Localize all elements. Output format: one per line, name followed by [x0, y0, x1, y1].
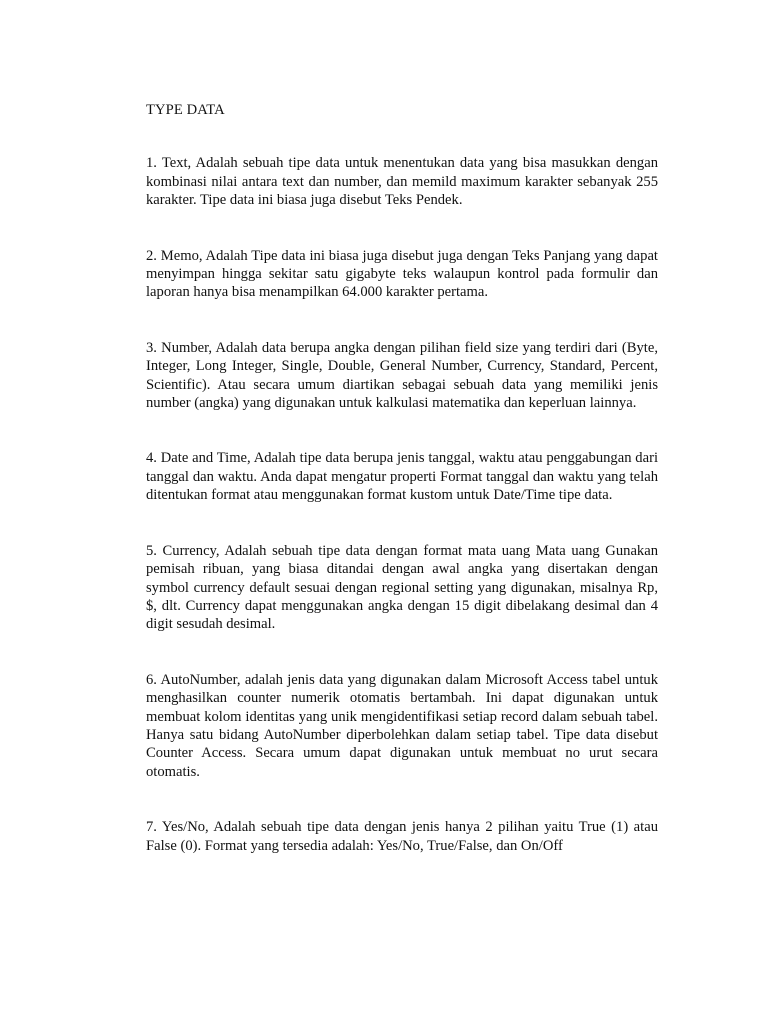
paragraph-yes-no: 7. Yes/No, Adalah sebuah tipe data dengan jenis hanya 2 pilihan yaitu True (1) atau False (0). Format yang tersedia adalah: Yes/No, True/False, dan On/Off — [146, 819, 658, 854]
paragraph-date-time: 4. Date and Time, Adalah tipe data berupa jenis tanggal, waktu atau penggabungan dari tanggal dan waktu. Anda dapat mengatur properti Format tanggal dan waktu yang telah ditentukan format atau menggunakan format kustom untuk Date/Time tipe data. — [146, 450, 658, 504]
document-title: TYPE DATA — [146, 102, 225, 118]
paragraph-currency: 5. Currency, Adalah sebuah tipe data dengan format mata uang Mata uang Gunakan pemisah ribuan, yang biasa ditandai dengan awal angka yang disertakan dengan symbol currency default sesuai dengan regional setting yang digunakan, misalnya Rp, $, dlt. Currency dapat menggunakan angka dengan 15 digit dibelakang desimal dan 4 digit sesudah desimal. — [146, 542, 658, 633]
paragraph-autonumber: 6. AutoNumber, adalah jenis data yang digunakan dalam Microsoft Access tabel untuk menghasilkan counter numerik otomatis bertambah. Ini dapat digunakan untuk membuat kolom identitas yang unik mengidentifikasi setiap record dalam sebuah tabel. Hanya satu bidang AutoNumber diperbolehkan dalam setiap tabel. Tipe data disebut Counter Access. Secara umum dapat digunakan untuk membuat no urut secara otomatis. — [146, 671, 658, 780]
paragraph-text: 1. Text, Adalah sebuah tipe data untuk menentukan data yang bisa masukkan dengan kombinasi nilai antara text dan number, dan memild maximum karakter sebanyak 255 karakter. Tipe data ini biasa juga disebut Teks Pendek. — [146, 155, 658, 209]
paragraph-number: 3. Number, Adalah data berupa angka dengan pilihan field size yang terdiri dari (Byte, Integer, Long Integer, Single, Double, General Number, Currency, Standard, Percent, Scientific). Atau secara umum diartikan sebagai sebuah data yang memiliki jenis number (angka) yang digunakan untuk kalkulasi matematika dan keperluan lainnya. — [146, 339, 658, 412]
paragraph-memo: 2. Memo, Adalah Tipe data ini biasa juga disebut juga dengan Teks Panjang yang dapat menyimpan hingga sekitar satu gigabyte teks walaupun kontrol pada formulir dan laporan hanya bisa menampilkan 64.000 karakter pertama. — [146, 247, 658, 301]
document-body — [146, 101, 658, 855]
